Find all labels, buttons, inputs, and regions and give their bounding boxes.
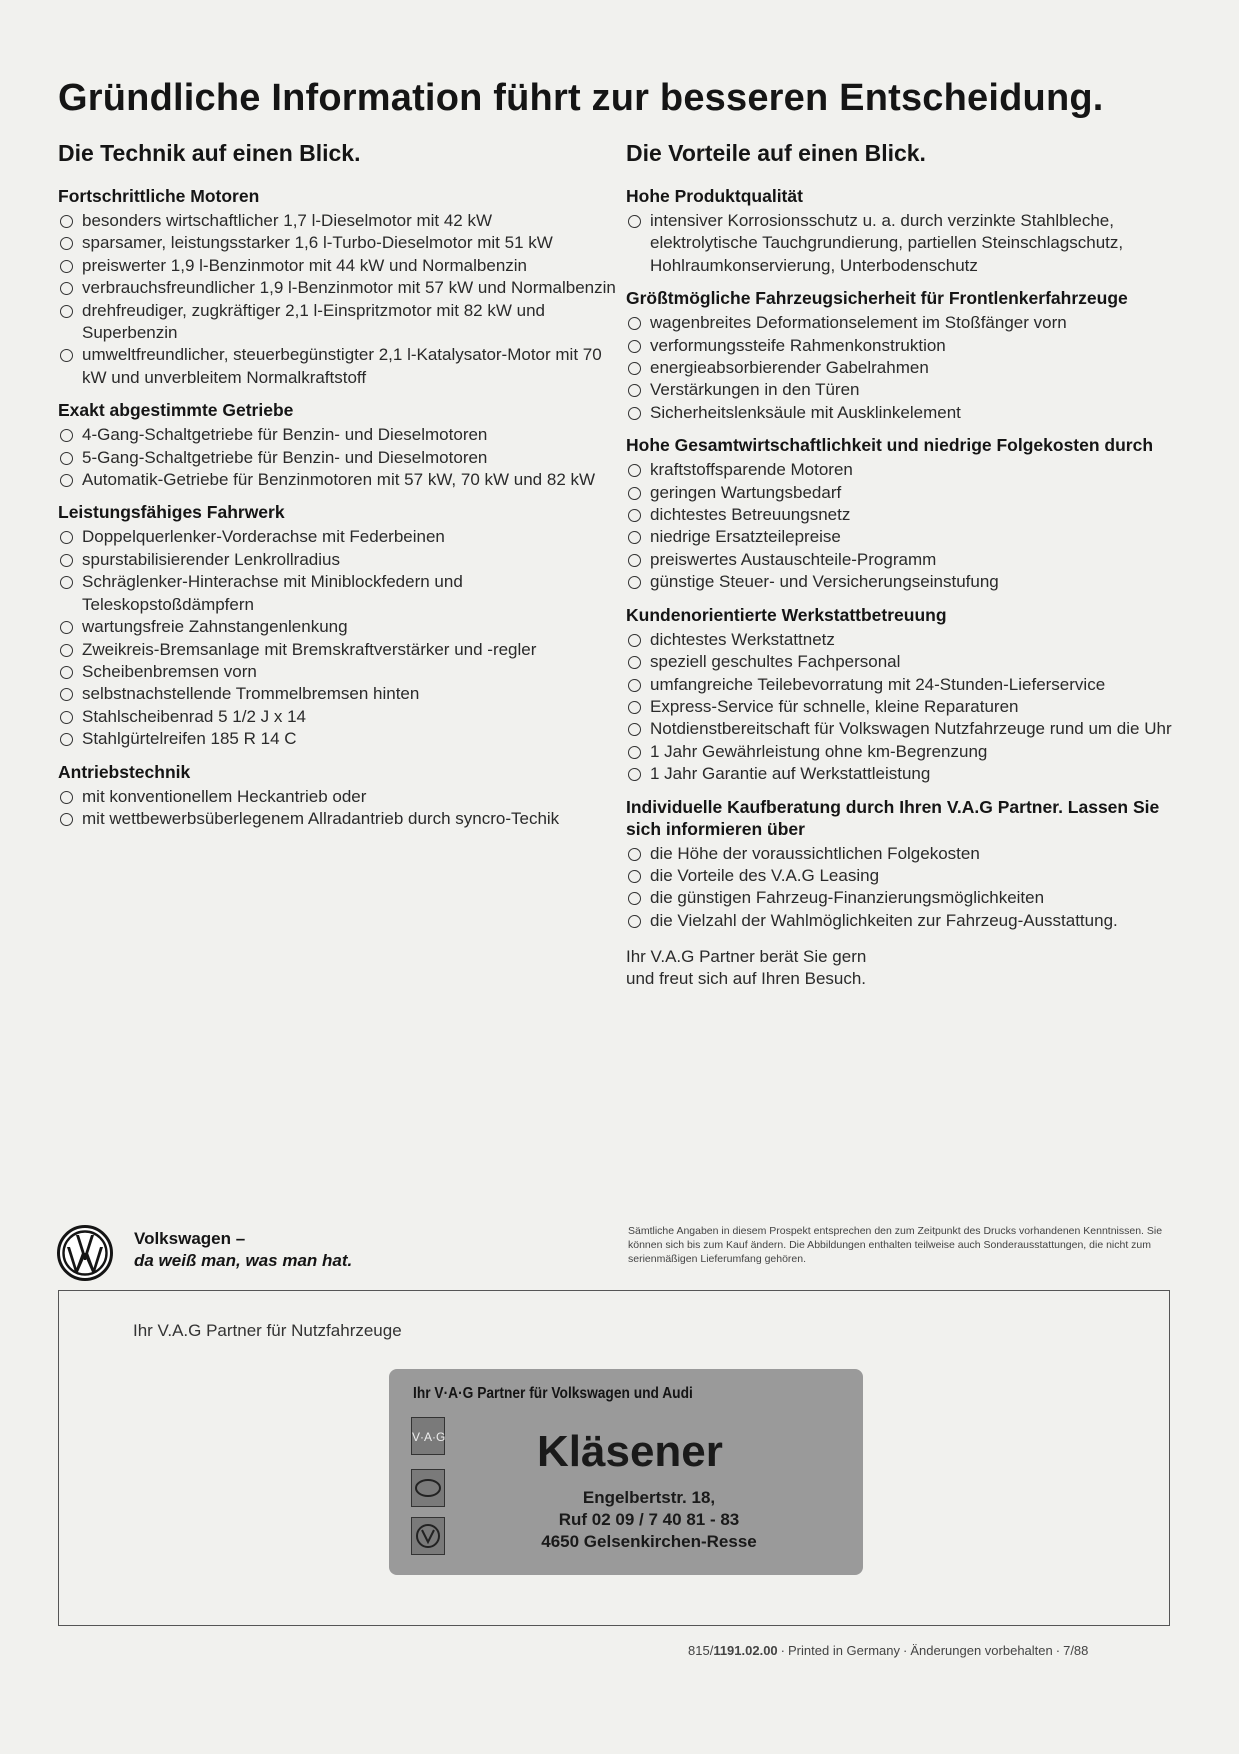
vw-badge-icon: [411, 1517, 445, 1555]
list-item: wagenbreites Deformationselement im Stoßfänger vorn: [626, 312, 1186, 334]
section-heading: Kundenorientierte Werkstattbetreuung: [626, 604, 947, 625]
list-item: niedrige Ersatzteilepreise: [626, 526, 1186, 548]
feature-list: [626, 210, 1186, 277]
slogan: [134, 1228, 352, 1272]
section-heading: Hohe Produktqualität: [626, 186, 803, 206]
list-item: Verstärkungen in den Türen: [626, 379, 1186, 401]
list-item: Express-Service für schnelle, kleine Reparaturen: [626, 696, 1186, 718]
vag-badge: V·A·G: [411, 1417, 445, 1455]
list-item: spurstabilisierender Lenkrollradius: [58, 549, 618, 571]
list-item: geringen Wartungsbedarf: [626, 482, 1186, 504]
dealer-address: [499, 1487, 799, 1553]
footer-code-prefix: 815/: [688, 1643, 714, 1658]
list-item: sparsamer, leistungsstarker 1,6 l-Turbo-Dieselmotor mit 51 kW: [58, 232, 618, 254]
list-item: mit konventionellem Heckantrieb oder: [58, 786, 618, 808]
list-item: die Vielzahl der Wahlmöglichkeiten zur Fahrzeug-Ausstattung.: [626, 910, 1186, 932]
address-line: Ruf 02 09 / 7 40 81 - 83: [558, 1510, 740, 1529]
technik-sections: [58, 185, 618, 830]
list-item: Schräglenker-Hinterachse mit Miniblockfedern und Teleskopstoßdämpfern: [58, 571, 618, 616]
list-item: speziell geschultes Fachpersonal: [626, 651, 1186, 673]
page-title: Gründliche Information führt zur besseren Entscheidung.: [58, 77, 1104, 120]
slogan-line: Volkswagen –: [134, 1229, 246, 1248]
list-item: dichtestes Betreuungsnetz: [626, 504, 1186, 526]
list-item: Automatik-Getriebe für Benzinmotoren mit 57 kW, 70 kW und 82 kW: [58, 469, 618, 491]
closing-text: [626, 946, 1186, 990]
slogan-line: da weiß man, was man hat.: [134, 1251, 353, 1270]
section-heading: Leistungsfähiges Fahrwerk: [58, 502, 285, 523]
footer-printed: Printed in Germany: [788, 1643, 901, 1658]
feature-list: [58, 210, 618, 389]
list-item: 4-Gang-Schaltgetriebe für Benzin- und Dieselmotoren: [58, 424, 618, 446]
address-line: 4650 Gelsenkirchen-Resse: [541, 1532, 757, 1551]
list-item: drehfreudiger, zugkräftiger 2,1 l-Einspritzmotor mit 82 kW und Superbenzin: [58, 300, 618, 345]
list-item: Notdienstbereitschaft für Volkswagen Nutzfahrzeuge rund um die Uhr: [626, 718, 1186, 740]
closing-line: Ihr V.A.G Partner berät Sie gern: [626, 947, 867, 967]
dealer-name: Kläsener: [537, 1427, 723, 1476]
list-item: Stahlgürtelreifen 185 R 14 C: [58, 728, 618, 750]
list-item: preiswertes Austauschteile-Programm: [626, 549, 1186, 571]
dealer-stamp: [389, 1369, 863, 1575]
list-item: die Vorteile des V.A.G Leasing: [626, 865, 1186, 887]
list-item: 5-Gang-Schaltgetriebe für Benzin- und Dieselmotoren: [58, 447, 618, 469]
address-line: Engelbertstr. 18,: [582, 1488, 716, 1507]
vorteile-column: [626, 140, 1186, 990]
list-item: 1 Jahr Garantie auf Werkstattleistung: [626, 763, 1186, 785]
list-item: mit wettbewerbsüberlegenem Allradantrieb durch syncro-Techik: [58, 808, 618, 830]
list-item: intensiver Korrosionsschutz u. a. durch verzinkte Stahlbleche, elektrolytische Tauchgrundierung, partiellen Steinschlagschutz, Hohlraumkonservierung, Unterbodenschutz: [626, 210, 1186, 277]
list-item: umweltfreundlicher, steuerbegünstigter 2,1 l-Katalysator-Motor mit 70 kW und unverbleitem Normalkraftstoff: [58, 344, 618, 389]
list-item: günstige Steuer- und Versicherungseinstufung: [626, 571, 1186, 593]
list-item: verbrauchsfreundlicher 1,9 l-Benzinmotor mit 57 kW und Normalbenzin: [58, 277, 618, 299]
technik-heading: Die Technik auf einen Blick.: [58, 140, 361, 166]
list-item: wartungsfreie Zahnstangenlenkung: [58, 616, 618, 638]
footer-note: Änderungen vorbehalten: [910, 1643, 1053, 1658]
list-item: dichtestes Werkstattnetz: [626, 629, 1186, 651]
section-heading: Exakt abgestimmte Getriebe: [58, 400, 294, 421]
list-item: energieabsorbierender Gabelrahmen: [626, 357, 1186, 379]
list-item: selbstnachstellende Trommelbremsen hinten: [58, 683, 618, 705]
feature-list: [626, 629, 1186, 786]
list-item: die günstigen Fahrzeug-Finanzierungsmöglichkeiten: [626, 887, 1186, 909]
feature-list: [626, 459, 1186, 593]
stamp-header: Ihr V·A·G Partner für Volkswagen und Audi: [413, 1385, 693, 1402]
closing-line: und freut sich auf Ihren Besuch.: [626, 969, 867, 989]
list-item: Scheibenbremsen vorn: [58, 661, 618, 683]
technik-column: [58, 140, 618, 830]
vorteile-heading: Die Vorteile auf einen Blick.: [626, 140, 926, 166]
feature-list: [58, 526, 618, 750]
list-item: preiswerter 1,9 l-Benzinmotor mit 44 kW und Normalbenzin: [58, 255, 618, 277]
partner-label: Ihr V.A.G Partner für Nutzfahrzeuge: [133, 1321, 402, 1340]
disclaimer: Sämtliche Angaben in diesem Prospekt entsprechen den zum Zeitpunkt des Drucks vorhandenen Kenntnissen. Sie können sich bis zum Kauf ändern. Die Abbildungen enthalten teilweise auch Sonderausstattungen, die nicht zum serienmäßigen Lieferumfang gehören.: [628, 1225, 1163, 1265]
feature-list: [626, 312, 1186, 424]
list-item: Zweikreis-Bremsanlage mit Bremskraftverstärker und -regler: [58, 639, 618, 661]
vorteile-sections: [626, 185, 1186, 932]
partner-box: [58, 1290, 1170, 1626]
audi-badge-icon: [411, 1469, 445, 1507]
feature-list: [58, 786, 618, 831]
list-item: Stahlscheibenrad 5 1/2 J x 14: [58, 706, 618, 728]
list-item: die Höhe der voraussichtlichen Folgekosten: [626, 843, 1186, 865]
section-heading: Antriebstechnik: [58, 761, 191, 782]
footer-date: 7/88: [1063, 1643, 1089, 1658]
list-item: Sicherheitslenksäule mit Ausklinkelement: [626, 402, 1186, 424]
section-heading: Hohe Gesamtwirtschaftlichkeit und niedrige Folgekosten durch: [626, 435, 1154, 456]
section-heading: Fortschrittliche Motoren: [58, 186, 260, 206]
feature-list: [58, 424, 618, 491]
footer-code: 1191.02.00: [713, 1643, 778, 1658]
list-item: besonders wirtschaftlicher 1,7 l-Dieselmotor mit 42 kW: [58, 210, 618, 232]
section-heading: Größtmögliche Fahrzeugsicherheit für Frontlenkerfahrzeuge: [626, 288, 1128, 309]
list-item: kraftstoffsparende Motoren: [626, 459, 1186, 481]
list-item: verformungssteife Rahmenkonstruktion: [626, 335, 1186, 357]
print-footer: 815/1191.02.00 · Printed in Germany · Änderungen vorbehalten · 7/88: [688, 1643, 1089, 1658]
list-item: umfangreiche Teilebevorratung mit 24-Stunden-Lieferservice: [626, 674, 1186, 696]
list-item: Doppelquerlenker-Vorderachse mit Federbeinen: [58, 526, 618, 548]
list-item: 1 Jahr Gewährleistung ohne km-Begrenzung: [626, 741, 1186, 763]
vw-logo-icon: [57, 1225, 113, 1281]
section-heading: Individuelle Kaufberatung durch Ihren V.A.G Partner. Lassen Sie sich informieren über: [626, 796, 1160, 839]
feature-list: [626, 843, 1186, 933]
